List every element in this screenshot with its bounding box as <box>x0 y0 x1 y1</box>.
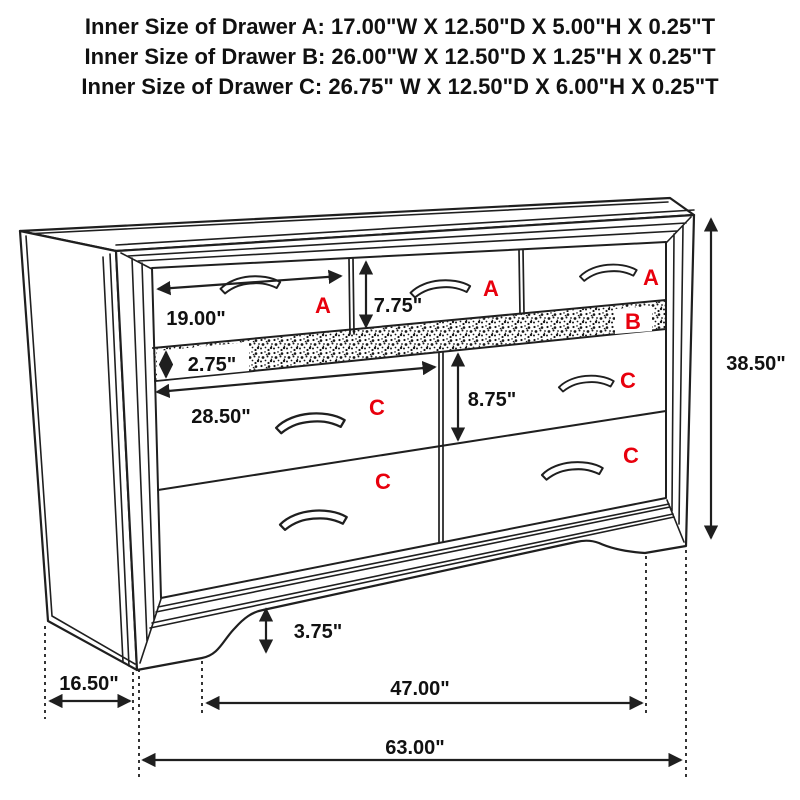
letter-drawer-c-bottom-right: C <box>623 443 639 468</box>
label-foot-height: 3.75" <box>293 621 343 643</box>
letter-drawer-a2: A <box>483 276 499 301</box>
cabinet-structure <box>20 198 694 670</box>
label-overall-width: 63.00" <box>385 737 445 759</box>
letter-drawer-c-bottom-left: C <box>375 469 391 494</box>
label-drawer-a-width: 19.00" <box>166 308 226 330</box>
label-drawer-b-height: 2.75" <box>187 354 237 376</box>
label-drawer-c-width: 28.50" <box>191 406 251 428</box>
label-feet-span: 47.00" <box>390 678 450 700</box>
letter-drawer-c-top-right: C <box>620 368 636 393</box>
header-line-drawer-c: Inner Size of Drawer C: 26.75" W X 12.50"D X 6.00"H X 0.25"T <box>81 74 719 99</box>
label-overall-height: 38.50" <box>726 353 786 375</box>
letter-drawer-a3: A <box>643 265 659 290</box>
letter-drawer-c-top-left: C <box>369 395 385 420</box>
header-line-drawer-a: Inner Size of Drawer A: 17.00"W X 12.50"D X 5.00"H X 0.25"T <box>84 14 716 39</box>
letter-drawer-a1: A <box>315 293 331 318</box>
label-depth: 16.50" <box>59 673 119 695</box>
label-drawer-c-height: 8.75" <box>467 389 517 411</box>
letter-drawer-b: B <box>625 309 641 334</box>
label-drawer-a-height: 7.75" <box>373 295 423 317</box>
header-line-drawer-b: Inner Size of Drawer B: 26.00"W X 12.50"D X 1.25"H X 0.25"T <box>84 44 716 69</box>
